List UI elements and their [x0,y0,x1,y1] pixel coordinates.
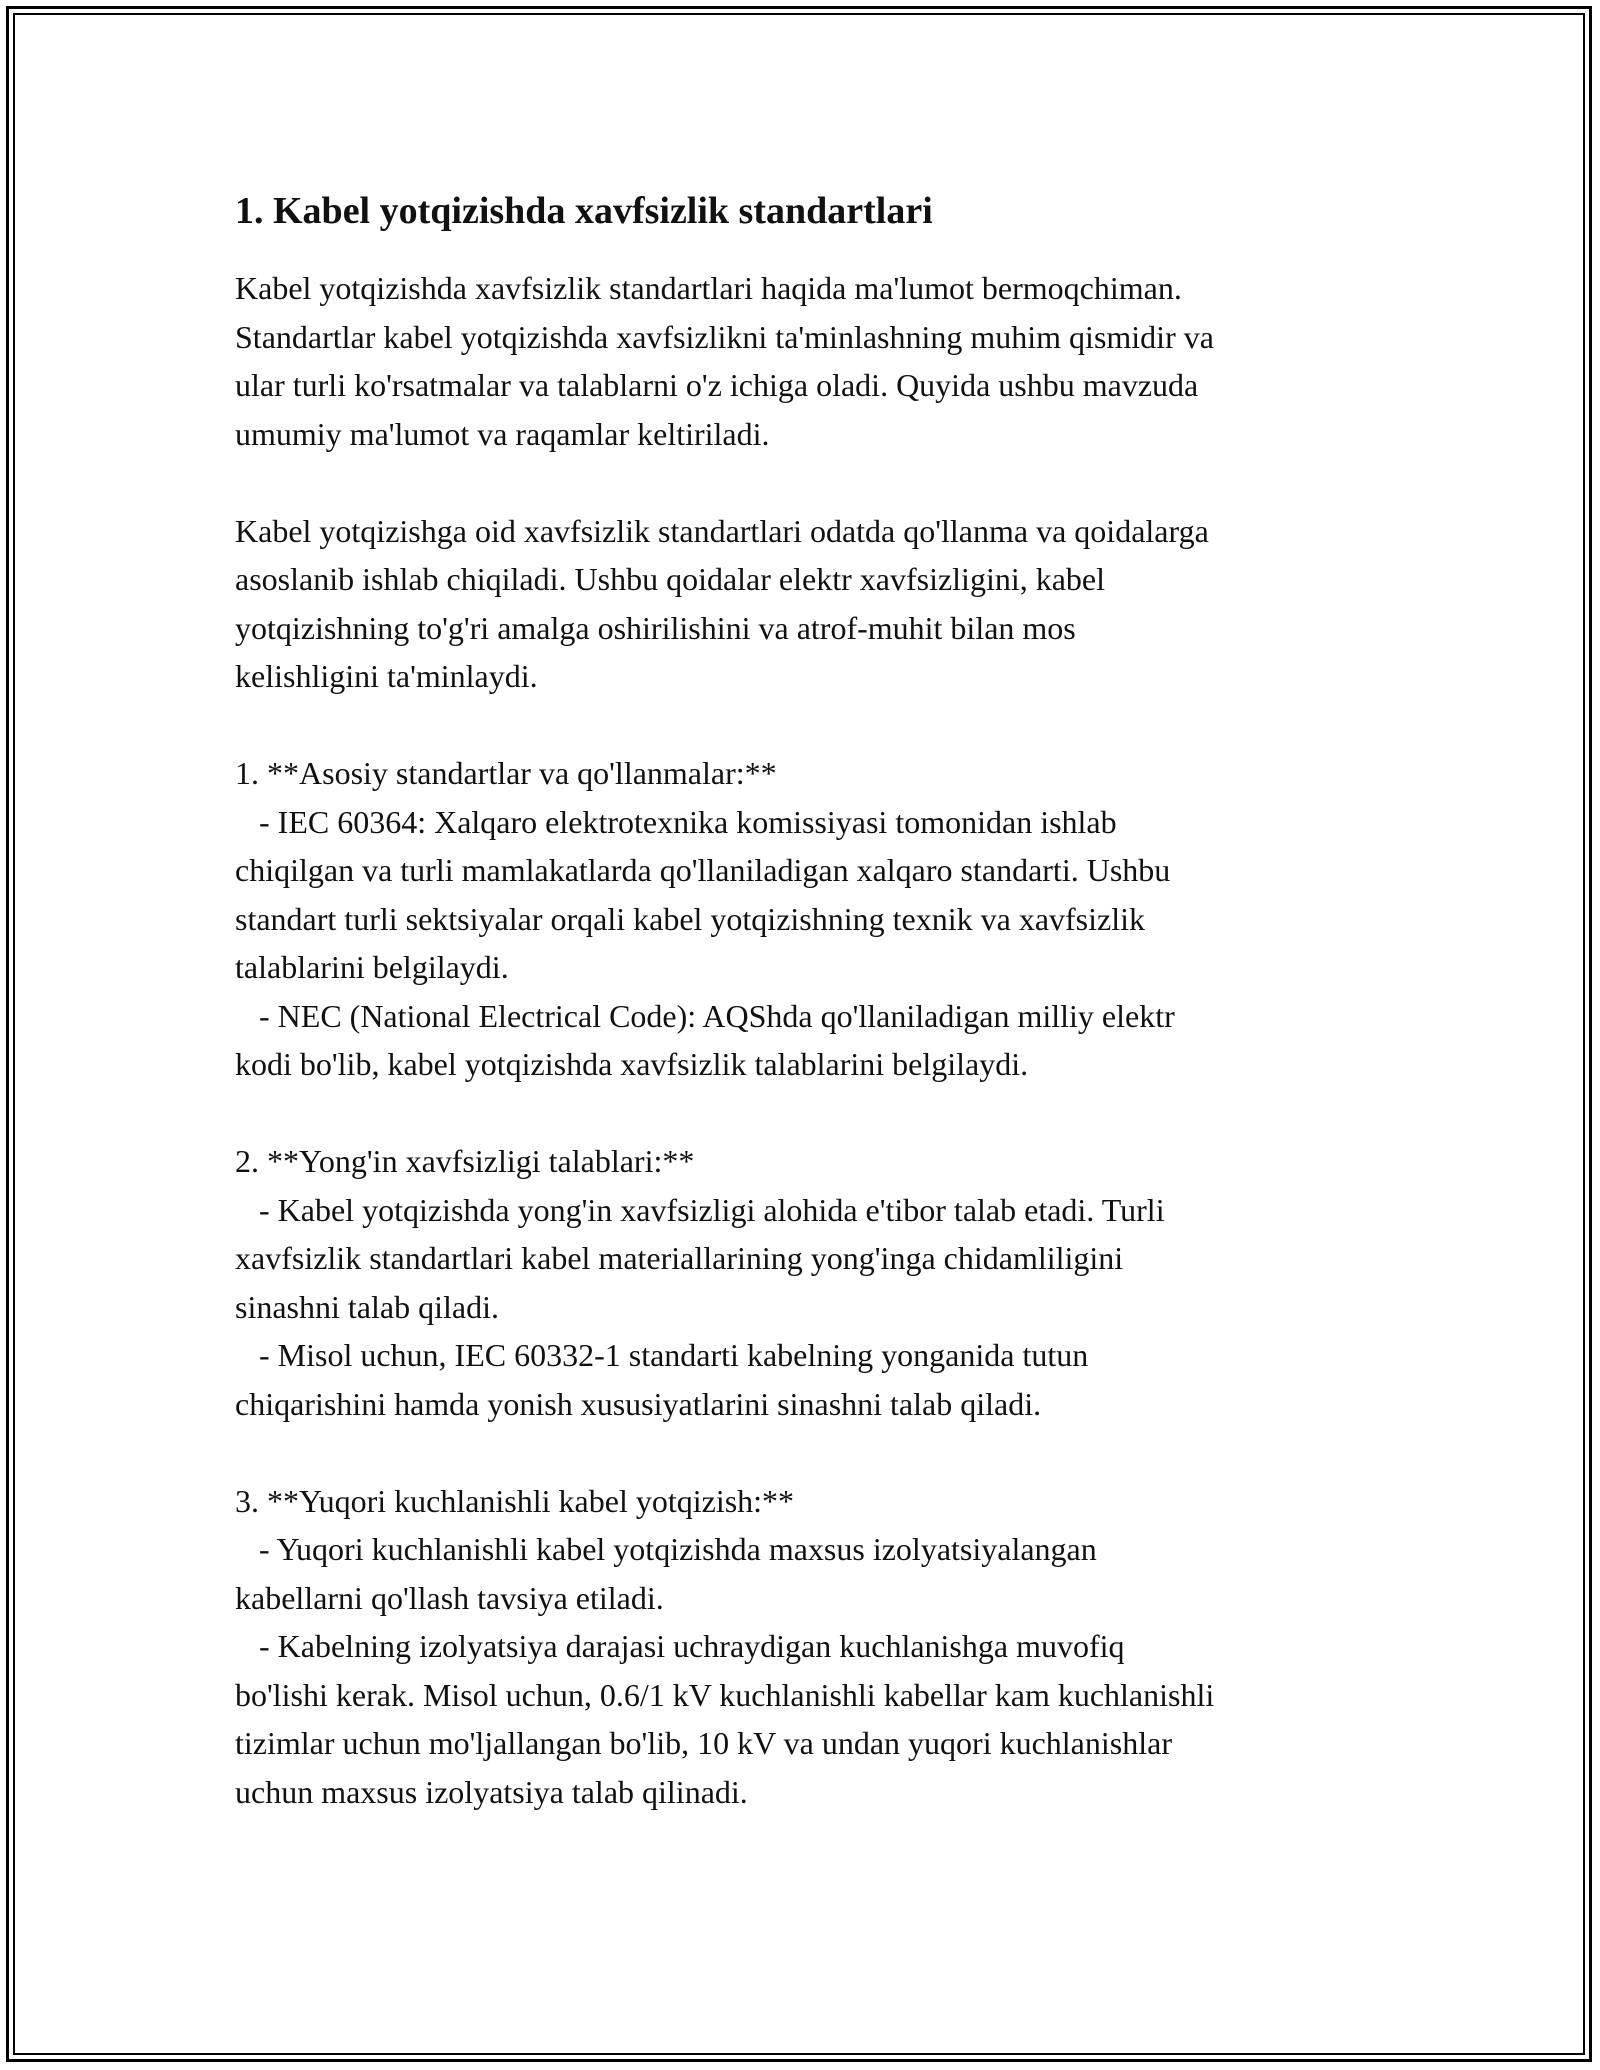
section-high-voltage: 3. **Yuqori kuchlanishli kabel yotqizish:** - Yuqori kuchlanishli kabel yotqizishda maxsus izolyatsiyalangan kabellarni qo'llash tavsiya etiladi. - Kabelning izolyatsiya darajasi uchraydigan kuchlanishga muvofiq bo'lishi kerak. Misol uchun, 0.6/1 kV kuchlanishli kabellar kam kuchlanishli tizimlar uchun mo'ljallangan bo'lib, 10 kV va undan yuqori kuchlanishlar uchun maxsus izolyatsiya talab qilinadi. [235,1482,1215,1810]
paragraph-intro: Kabel yotqizishda xavfsizlik standartlari haqida ma'lumot bermoqchiman. Standartlar kabel yotqizishda xavfsizlikni ta'minlashning muhim qismidir va ular turli ko'rsatmalar va talablarni o'z ichiga oladi. Quyida ushbu mavzuda umumiy ma'lumot va raqamlar keltiriladi. [235,270,1214,452]
section-main-standards: 1. **Asosiy standartlar va qo'llanmalar:** - IEC 60364: Xalqaro elektrotexnika komissiyasi tomonidan ishlab chiqilgan va turli mamlakatlarda qo'llaniladigan xalqaro standarti. Ushbu standart turli sektsiyalar orqali kabel yotqizishning texnik va xavfsizlik talablarini belgilaydi. - NEC (National Electrical Code): AQShda qo'llaniladigan milliy elektr kodi bo'lib, kabel yotqizishda xavfsizlik talablarini belgilaydi. [235,755,1175,1082]
section-fire-safety: 2. **Yong'in xavfsizligi talablari:** - Kabel yotqizishda yong'in xavfsizligi alohida e'tibor talab etadi. Turli xavfsizlik standartlari kabel materiallarining yong'inga chidamliligini sinashni talab qiladi. - Misol uchun, IEC 60332-1 standarti kabelning yonganida tutun chiqarishini hamda yonish xususiyatlarini sinashni talab qiladi. [235,1143,1165,1422]
paragraph-overview: Kabel yotqizishga oid xavfsizlik standartlari odatda qo'llanma va qoidalarga asoslanib ishlab chiqiladi. Ushbu qoidalar elektr xavfsizligini, kabel yotqizishning to'g'ri amalga oshirilishini va atrof-muhit bilan mos kelishligini ta'minlaydi. [235,512,1209,694]
document-body [235,186,1365,1865]
document-title: 1. Kabel yotqizishda xavfsizlik standartlari [235,190,933,232]
